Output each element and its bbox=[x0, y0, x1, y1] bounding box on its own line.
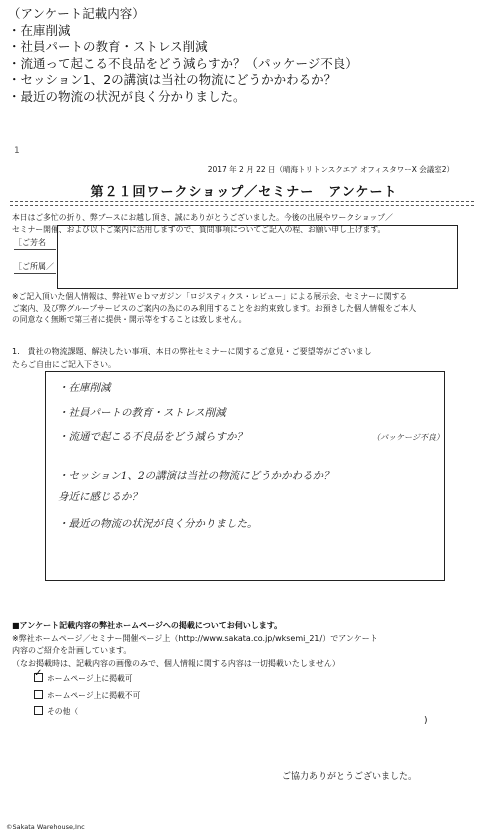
publication-line: 内容のご紹介を計画しています。 bbox=[12, 646, 132, 655]
copyright: ©Sakata Warehouse,Inc bbox=[6, 823, 85, 831]
option-label: その他（ bbox=[47, 707, 79, 716]
publication-heading: ■アンケート記載内容の弊社ホームページへの掲載についてお伺いします。 bbox=[12, 621, 283, 630]
question-line: 1. 貴社の物流課題、解決したい事項、本日の弊社セミナーに関するご意見・ご要望等がございまし bbox=[12, 347, 372, 356]
handwritten-answer-line: ・セッション1、2の講演は当社の物流にどうかかわるか？ bbox=[58, 470, 334, 482]
summary-item: ・流通って起こる不良品をどう減らすか？（パッケージ不良） bbox=[8, 55, 358, 71]
option-publish-ng[interactable] bbox=[34, 690, 378, 703]
handwritten-answer-line: 身近に感じるか？ bbox=[58, 491, 142, 503]
option-publish-ok[interactable] bbox=[34, 668, 378, 686]
handwritten-answer-note: （パッケージ不良） bbox=[372, 433, 444, 442]
privacy-line: ご案内、及び弊グループサービスのご案内の為にのみ利用することをお約束致します。お預きした個人情報をご本人 bbox=[12, 303, 417, 313]
affiliation-label-underline bbox=[14, 273, 56, 274]
privacy-line: の同意なく無断で第三者に提供・開示等をすることは致しません。 bbox=[12, 315, 247, 324]
option-label: ホームページ上に掲載不可 bbox=[47, 690, 141, 700]
thanks-text: ご協力ありがとうございました。 bbox=[282, 772, 418, 782]
summary-item: ・最近の物流の状況が良く分かりました。 bbox=[8, 88, 246, 104]
name-label-underline bbox=[14, 249, 56, 250]
option-other[interactable] bbox=[34, 706, 378, 719]
option-label: ホームページ上に掲載可 bbox=[47, 674, 133, 683]
form-title: 第２１回ワークショップ／セミナー アンケート bbox=[90, 185, 398, 200]
handwritten-answer-line: ・社員パートの教育・ストレス削減 bbox=[58, 407, 226, 419]
affiliation-label: ［ご所属／ bbox=[14, 262, 54, 271]
page-number: 1 bbox=[14, 146, 20, 156]
name-label: ［ご芳名 bbox=[14, 238, 46, 247]
question-1 bbox=[12, 345, 372, 371]
publication-line: ※弊社ホームページ／セミナー開催ページ上（http://www.sakata.co.jp/wksemi_21/）でアンケート bbox=[12, 633, 378, 643]
publication-line: （なお掲載時は、記載内容の画像のみで、個人情報に関する内容は一切掲載いたしません） bbox=[12, 658, 340, 668]
summary-item: ・セッション1、2の講演は当社の物流にどうかかわるか？ bbox=[8, 72, 337, 87]
handwritten-answer-line: ・流通で起こる不良品をどう減らすか？ bbox=[58, 431, 247, 443]
publication-section bbox=[12, 620, 378, 719]
summary-heading: （アンケート記載内容） bbox=[8, 6, 145, 21]
dashed-divider bbox=[10, 205, 474, 206]
other-close-paren: ) bbox=[424, 716, 428, 726]
summary-block bbox=[8, 6, 358, 105]
privacy-notice bbox=[12, 291, 416, 326]
intro-line: セミナー開催、および以下ご案内に活用しますので、質問事項についてご記入の程、お願い申し上げます。 bbox=[12, 224, 386, 234]
handwritten-answer-line: ・在庫削減 bbox=[58, 382, 111, 394]
dashed-divider bbox=[10, 201, 474, 202]
handwritten-answer-line: ・最近の物流の状況が良く分かりました。 bbox=[58, 518, 258, 530]
checkbox[interactable] bbox=[34, 706, 43, 715]
privacy-line: ※ご記入頂いた個人情報は、弊社Ｗｅｂマガジン「ロジスティクス・レビュー」による展示会、セミナーに関する bbox=[12, 292, 408, 301]
checkbox-checked[interactable] bbox=[34, 668, 43, 682]
summary-item: ・在庫削減 bbox=[8, 22, 71, 38]
checkbox[interactable] bbox=[34, 690, 43, 699]
intro-line: 本日はご多忙の折り、弊ブースにお越し頂き、誠にありがとうございました。今後の出展やワークショップ／ bbox=[12, 213, 393, 222]
date-venue: 2017 年 2 月 22 日（晴海トリトンスクエア オフィスタワーX 会議室2） bbox=[207, 165, 454, 174]
name-affiliation-box[interactable] bbox=[57, 225, 458, 289]
summary-item: ・社員パートの教育・ストレス削減 bbox=[8, 39, 208, 54]
check-mark-icon: ✓ bbox=[34, 668, 43, 679]
question-line: たらご自由にご記入下さい。 bbox=[12, 360, 116, 369]
